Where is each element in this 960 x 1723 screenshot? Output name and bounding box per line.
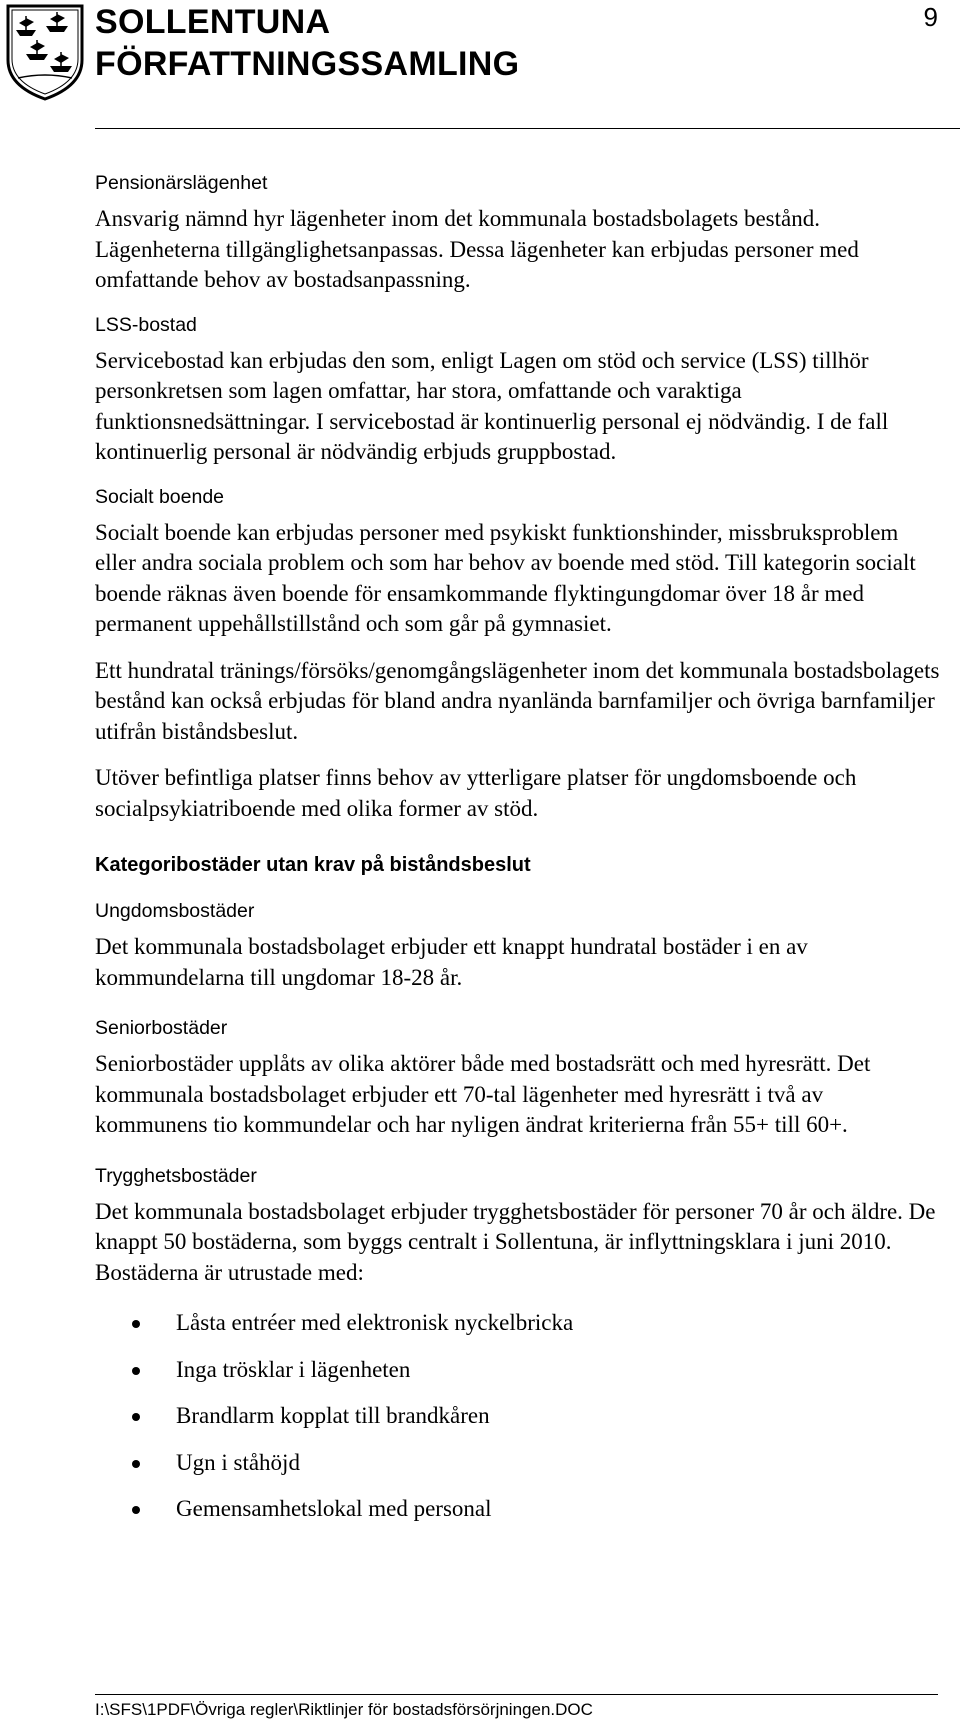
paragraph-trygghetsbostader: Det kommunala bostadsbolaget erbjuder trygghetsbostäder för personer 70 år och äldre. De knappt 50 bostäderna, som byggs centralt i Sollentuna, är inflyttningsklara i juni 2010. Bostäderna är utrustade med: [95,1198,936,1285]
bullet-icon [132,1460,140,1468]
list-item [95,1401,940,1432]
paragraph-ungdomsbostader: Det kommunala bostadsbolaget erbjuder ett knappt hundratal bostäder i en av kommundelarna till ungdomar 18-28 år. [95,934,808,990]
paragraph-socialt-boende-2: Ett hundratal tränings/försöks/genomgångslägenheter inom det kommunala bostadsbolagets bestånd kan också erbjudas för bland andra nyanlända barnfamiljer och övriga barnfamiljer utifrån biståndsbeslut. [95,657,940,744]
heading-kategoribostader: Kategoribostäder utan krav på biståndsbeslut [95,854,531,876]
heading-socialt-boende: Socialt boende [95,485,225,508]
heading-trygghetsbostader: Trygghetsbostäder [95,1164,257,1187]
bullet-icon [132,1506,140,1514]
publication-title-line1: SOLLENTUNA [95,3,331,41]
bullet-icon [132,1367,140,1375]
publication-title-line2: FÖRFATTNINGSSAMLING [95,45,520,83]
footer-file-path: I:\SFS\1PDF\Övriga regler\Riktlinjer för bostadsförsörjningen.DOC [95,1700,593,1719]
bullet-icon [132,1320,140,1328]
list-item-text: Gemensamhetslokal med personal [176,1496,492,1521]
sollentuna-crest-logo [4,2,86,102]
header-divider [95,128,960,129]
list-item-text: Låsta entréer med elektronisk nyckelbricka [176,1310,574,1335]
list-item-text: Brandlarm kopplat till brandkåren [176,1403,490,1428]
list-item-text: Inga trösklar i lägenheten [176,1356,411,1382]
document-body [95,170,940,1541]
list-item [95,1308,940,1339]
footer-divider [95,1694,938,1695]
paragraph-socialt-boende-1: Socialt boende kan erbjudas personer med psykiskt funktionshinder, missbruksproblem eller andra sociala problem och som har behov av boende med stöd. Till kategorin socialt boende räknas även boende för ensamkommande flyktingungdomar över 18 år med permanent uppehållstillstånd och som går på gymnasiet. [95,519,916,636]
list-item-text: Ugn i ståhöjd [176,1449,300,1475]
heading-pensionarslagenhet: Pensionärslägenhet [95,172,268,194]
bullet-icon [132,1413,140,1421]
heading-seniorbostader: Seniorbostäder [95,1017,228,1039]
list-item [95,1494,940,1525]
paragraph-pensionarslagenhet: Ansvarig nämnd hyr lägenheter inom det kommunala bostadsbolagets bestånd. Lägenheterna tillgänglighetsanpassas. Dessa lägenheter kan erbjudas personer med omfattande behov av bostadsanpassning. [95,206,859,292]
list-item [95,1355,940,1386]
page-number: 9 [923,2,938,32]
page-header [0,0,960,130]
paragraph-lss-bostad: Servicebostad kan erbjudas den som, enligt Lagen om stöd och service (LSS) tillhör personkretsen som lagen omfattar, har stora, omfattande och varaktiga funktionsnedsättningar. I servicebostad är kontinuerlig personal ej nödvändig. I de fall kontinuerlig personal är nödvändig erbjuds gruppbostad. [95,347,889,464]
list-item [95,1448,940,1479]
paragraph-seniorbostader: Seniorbostäder upplåts av olika aktörer både med bostadsrätt och med hyresrätt. Det kommunala bostadsbolaget erbjuder ett 70-tal lägenheter med hyresrätt i två av kommunens tio kommundelar och har nyligen ändrat kriterierna från 55+ till 60+. [95,1051,871,1137]
heading-lss-bostad: LSS-bostad [95,313,197,336]
equipment-list [95,1308,940,1525]
paragraph-socialt-boende-3: Utöver befintliga platser finns behov av ytterligare platser för ungdomsboende och socialpsykiatriboende med olika former av stöd. [95,765,857,821]
heading-ungdomsbostader: Ungdomsbostäder [95,900,255,922]
